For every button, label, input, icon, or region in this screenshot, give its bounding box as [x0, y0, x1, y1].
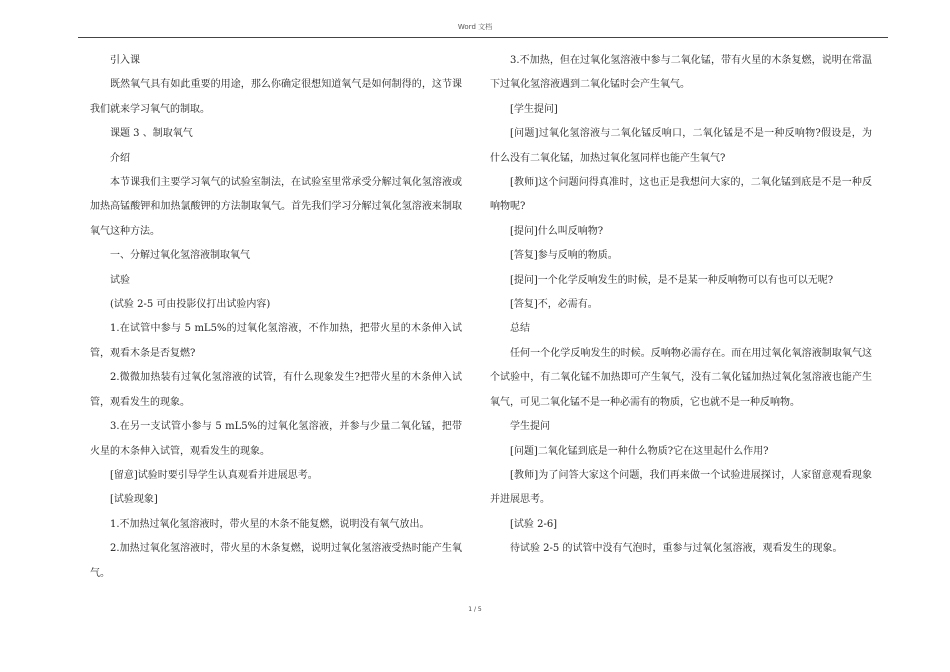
section-heading: 课题 3 、制取氧气 — [110, 128, 193, 140]
paragraph: [教师]为了问答大家这个问题，我们再来做一个试验进展探讨，人家留意观看现象并进展思考。 — [490, 469, 872, 506]
list-item: 3.不加热，但在过氧化氢溶液中参与二氧化锰，带有火星的木条复燃，说明在常温下过氧化氢溶液遇到二氧化锰时会产生氧气。 — [490, 55, 872, 91]
paragraph: [答复]参与反响的物质。 — [510, 250, 618, 262]
paragraph: 试验 — [110, 274, 130, 286]
paragraph: [答复]不，必需有。 — [510, 299, 598, 311]
paragraph: 既然氧气具有如此重要的用途，那么你确定很想知道氧气是如何制得的，这节课我们就来学习氧气的制取。 — [90, 79, 462, 115]
paragraph: [试验 2-6] — [510, 518, 558, 530]
list-item: 3.在另一支试管小参与 5 mL5%的过氧化氢溶液，并参与少量二氧化锰，把带火星的木条伸入试管，观看发生的现象。 — [90, 421, 462, 457]
list-item: 1.不加热过氧化氢溶液时，带火星的木条不能复燃，说明没有氧气放出。 — [110, 518, 430, 530]
paragraph: [学生提问] — [510, 103, 558, 115]
paragraph: [问题]二氧化锰到底是一种什么物质?它在这里起什么作用? — [510, 445, 769, 457]
paragraph: 介绍 — [110, 152, 130, 164]
list-item: 2.微微加热装有过氧化氢溶液的试管，有什么现象发生?把带火星的木条伸入试管，观看发生的现象。 — [90, 372, 462, 408]
header-divider — [78, 37, 888, 38]
paragraph: 总结 — [510, 323, 530, 335]
paragraph: [提问]一个化学反响发生的时候，是不是某一种反响物可以有也可以无呢? — [510, 274, 834, 286]
page-header: Word 文档 — [457, 23, 493, 31]
paragraph: [试验现象] — [110, 494, 158, 506]
paragraph: 待试验 2-5 的试管中没有气泡时，重参与过氧化氢溶液，观看发生的现象。 — [510, 543, 843, 555]
page-number: 1 / 5 — [468, 606, 482, 613]
list-item: 2.加热过氧化氢溶液时，带火星的木条复燃，说明过氧化氢溶液受热时能产生氧气。 — [90, 543, 462, 579]
paragraph: 引入课 — [110, 55, 140, 66]
paragraph: 学生提问 — [510, 421, 550, 433]
section-heading: 一、分解过氧化氢溶液制取氧气 — [110, 250, 250, 262]
paragraph: [问题]过氧化氢溶液与二氧化锰反响口，二氧化锰是不是一种反响物?假设是，为什么没有二氧化锰，加热过氧化氢同样也能产生氧气? — [490, 128, 872, 164]
paragraph: (试验 2-5 可由投影仪打出试验内容) — [110, 299, 271, 311]
paragraph: [提问]什么叫反响物? — [510, 225, 604, 237]
left-text-column — [90, 49, 462, 586]
paragraph: [留意]试验时要引导学生认真观看并进展思考。 — [110, 469, 318, 481]
paragraph: 本节课我们主要学习氧气的试验室制法，在试验室里常承受分解过氧化氢溶液或加热高锰酸钾和加热氯酸钾的方法制取氧气。首先我们学习分解过氧化氢溶液来制取氧气这种方法。 — [90, 177, 462, 237]
paragraph: 任何一个化学反响发生的时候。反响物必需存在。而在用过氧化氧溶液制取氧气这个试验中，有二氧化锰不加热即可产生氧气，没有二氧化锰加热过氧化氢溶液也能产生氧气，可见二氧化锰不是一种必需有的物质，它也就不是一种反响物。 — [490, 347, 872, 408]
right-text-column — [490, 49, 872, 562]
paragraph: [教师]这个问题问得真准时，这也正是我想问大家的，二氧化锰到底是不是一种反响物呢? — [490, 177, 872, 213]
list-item: 1.在试管中参与 5 mL5%的过氧化氢溶液，不作加热，把带火星的木条伸入试管，观看木条是否复燃? — [90, 323, 462, 359]
